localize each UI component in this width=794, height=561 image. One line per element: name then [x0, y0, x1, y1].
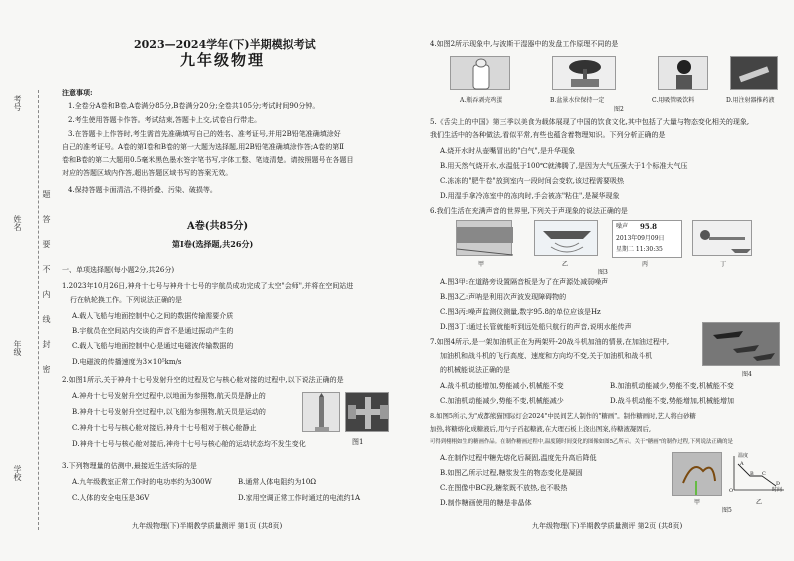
- figure-2-caption: 图2: [614, 106, 624, 113]
- seal-char: 封: [42, 340, 51, 348]
- graph-point-d: D: [776, 481, 781, 487]
- seal-char: 不: [42, 265, 51, 273]
- q6-option: B.图3乙:声呐是利用次声波发现障碍物的: [440, 293, 567, 301]
- seal-char: 题: [42, 190, 51, 198]
- q2-option: C.神舟十七号与核心舱对接后,神舟十七号相对于核心舱静止: [72, 424, 257, 432]
- sugar-painting-photo: [672, 452, 722, 496]
- q1-option: D.电磁波的传播速度为3×10⁵km/s: [72, 358, 182, 366]
- seal-char: 密: [42, 365, 51, 373]
- sonar-ship-diagram: [534, 220, 598, 256]
- egg-bottle-photo: [450, 56, 510, 90]
- q6-option: C.图3丙:噪声监测仪测量,数字95.8的单位应该是Hz: [440, 308, 601, 316]
- question-section-heading: 一、单项选择题(每小题2分,共26分): [62, 266, 175, 274]
- binding-strip: [0, 0, 60, 561]
- q7-option: A.战斗机动能增加,势能减小,机械能不变: [440, 382, 564, 390]
- cut-line: [38, 90, 39, 530]
- q4-option: A.瓶吞剥壳鸡蛋: [460, 97, 503, 104]
- figure-3-caption: 图3: [598, 269, 608, 276]
- rocket-photo: [302, 392, 340, 432]
- q1-option: A.载人飞船与地面控制中心之间的数据传输需要介质: [72, 312, 234, 320]
- monitor-noise-label: 噪声: [616, 223, 629, 230]
- page-footer-right: 九年级物理(下)半期教学质量测评 第2页 (共8页): [532, 522, 683, 530]
- q8-option: A.在制作过程中糖先熔化后凝固,温度先升高后降低: [440, 454, 597, 462]
- straw-drink-photo: [658, 56, 708, 90]
- seal-char: 答: [42, 215, 51, 223]
- docking-photo: [345, 392, 389, 432]
- fig5-label-jia: 甲: [694, 499, 701, 506]
- tube-listening-diagram: [692, 220, 752, 256]
- seal-char: 线: [42, 315, 51, 323]
- exam-title: 2023—2024学年(下)半期模拟考试: [134, 38, 316, 51]
- graph-point-c: C: [762, 471, 766, 477]
- q5-option: B.用天然气烧开水,水温低于100℃就沸腾了,是因为大气压强大于1个标准大气压: [440, 162, 688, 170]
- q8-option: B.如图乙所示过程,糖浆发生的物态变化是凝固: [440, 469, 583, 477]
- q3-stem: 3.下列物理量的估测中,最接近生活实际的是: [62, 462, 197, 470]
- figure-4-caption: 图4: [742, 371, 752, 378]
- q4-stem: 4.如图2所示现象中,与波斯干湿器中的发盘工作原理不同的是: [430, 40, 619, 48]
- bonsai-photo: [552, 56, 616, 90]
- q8-stem: 可得到栩栩如生的糖画作品。在制作糖画过程中,温度随时间变化的图像如图5乙所示。关于"糖画"的制作过程,下列说法正确的是: [430, 439, 733, 445]
- q4-option: B.盆景水位保持一定: [550, 97, 605, 104]
- graph-x-label: 时间: [772, 487, 783, 493]
- q6-stem: 6.我们生活在充满声音的世界里,下列关于声现象的说法正确的是: [430, 207, 628, 215]
- q7-stem: 的机械能说法正确的是: [440, 366, 510, 374]
- part-one-heading: 第Ⅰ卷(选择题,共26分): [172, 239, 254, 249]
- name-label: 姓名: [13, 215, 22, 231]
- q5-option: A.烧开水时从壶嘴冒出的"白气",是升华现象: [440, 147, 575, 155]
- subject-title: 九年级物理: [180, 51, 266, 69]
- monitor-value: 95.8: [640, 222, 658, 231]
- q6-option: D.图3丁:通过长管就能听到远处船只航行的声音,说明水能传声: [440, 323, 632, 331]
- figure-5-caption: 图5: [722, 507, 732, 514]
- fig3-label-bing: 丙: [642, 261, 649, 268]
- fig3-label-jia: 甲: [478, 261, 485, 268]
- figure-1-caption: 图1: [352, 438, 364, 446]
- fig3-label-yi: 乙: [562, 261, 569, 268]
- q2-stem: 2.如图1所示,关于神舟十七号发射升空的过程及它与核心舱对接的过程中,以下说法正确的是: [62, 376, 344, 384]
- page-footer-left: 九年级物理(下)半期教学质量测评 第1页 (共8页): [132, 522, 283, 530]
- q4-option: C.用吸管吸饮料: [652, 97, 695, 104]
- q3-option: C.人体的安全电压是36V: [72, 494, 150, 502]
- q2-option: B.神舟十七号发射升空过程中,以飞船为参照物,航天员是运动的: [72, 408, 266, 416]
- grade-label: 年级: [13, 340, 22, 356]
- notes-heading: 注意事项:: [62, 88, 93, 97]
- graph-y-label: 温度: [738, 453, 749, 459]
- q8-stem: 加热,将糖熔化成糖液后,用勺子舀起糖液,在大理石板上浇出图案,待糖液凝固后,: [430, 425, 652, 433]
- seal-char: 内: [42, 290, 51, 298]
- q1-stem: 行在轨轮换工作。下列说法正确的是: [70, 296, 182, 304]
- sound-barrier-photo: [456, 220, 512, 256]
- q2-option: D.神舟十七号与核心舱对接后,神舟十七号与核心舱的运动状态均不发生变化: [72, 440, 306, 448]
- school-label: 学校: [13, 465, 22, 481]
- fig3-label-ding: 丁: [720, 261, 727, 268]
- monitor-time: 星期二 11:30:35: [616, 246, 663, 253]
- graph-origin: O: [729, 488, 734, 494]
- refueling-aircraft-photo: [702, 322, 780, 366]
- q7-option: C.加油机动能减少,势能不变,机械能减少: [440, 397, 564, 405]
- q7-stem: 7.如图4所示,是一架加油机正在为两架歼-20战斗机加油的情景,在加油过程中,: [430, 338, 670, 346]
- q3-option: A.九年级教室正常工作时的电功率约为300W: [72, 478, 212, 486]
- q5-stem: 5.《舌尖上的中国》第三季以美食为载体展现了中国的饮食文化,其中包括了大量与物态变化相关的现象,: [430, 118, 750, 126]
- note-line: 3.在答题卡上作答时,考生需首先准确填写自己的姓名、准考证号,并用2B铅笔准确填涂好: [68, 130, 341, 138]
- q7-stem: 加油机和战斗机的飞行高度、速度和方向均不变,关于加油机和战斗机: [440, 352, 653, 360]
- graph-point-b: B: [750, 471, 754, 477]
- q2-option: A.神舟十七号发射升空过程中,以地面为参照物,航天员是静止的: [72, 392, 266, 400]
- q5-option: D.用湿手拿冷冻室中的冻肉时,手会被冻"粘住",是凝华现象: [440, 192, 620, 200]
- exam-number-label: 考号: [13, 95, 22, 111]
- section-a-heading: A卷(共85分): [187, 221, 249, 232]
- q7-option: D.战斗机动能不变,势能增加,机械能增加: [610, 397, 735, 405]
- q7-option: B.加油机动能减少,势能不变,机械能不变: [610, 382, 734, 390]
- q8-option: C.在图像中BC段,糖浆既不放热,也不吸热: [440, 484, 568, 492]
- q5-stem: 我们生活中的各种做法,看似平常,有些也蕴含着物理知识。下列分析正确的是: [430, 131, 666, 139]
- note-line: 自己的准考证号。A卷的第Ⅰ卷和B卷的第一大题为选择题,用2B铅笔准确填涂作答;A卷的第Ⅱ: [62, 143, 344, 151]
- q3-option: B.通常人体电阻约为10Ω: [238, 478, 317, 486]
- seal-char: 要: [42, 240, 51, 248]
- q6-option: A.图3甲:在道路旁设置隔音板是为了在声源处减弱噪声: [440, 278, 609, 286]
- q8-option: D.制作糖画使用的糖是非晶体: [440, 499, 532, 507]
- q1-option: B.宇航员在空间站内交谈的声音不是通过振动产生的: [72, 327, 234, 335]
- note-line: 2.考生使用答题卡作答。考试结束,答题卡上交,试卷自行带走。: [68, 116, 262, 124]
- note-line: 4.保持答题卡面清洁,不得折叠、污染、破损等。: [68, 186, 217, 194]
- q5-option: C.冻冻的"肥牛卷"放到室内一段时间会变软,该过程需要吸热: [440, 177, 624, 185]
- q8-stem: 8.如图5所示,为"成都熊猫国际灯会2024"中民间艺人制作的"糖画"。制作糖画时,艺人将白砂糖: [430, 412, 696, 420]
- fig5-label-yi: 乙: [756, 499, 763, 506]
- syringe-photo: [730, 56, 778, 90]
- q4-option: D.用注射器推药液: [726, 97, 775, 104]
- monitor-date: 2013年09月09日: [616, 235, 665, 242]
- graph-point-a: A: [740, 461, 744, 467]
- note-line: 卷和B卷的第二大题用0.5毫米黑色墨水签字笔书写,字体工整、笔迹清楚。请按照题号在各题目: [62, 156, 354, 164]
- q3-option: D.家用空调正常工作时通过的电流约1A: [238, 494, 361, 502]
- q1-stem: 1.2023年10月26日,神舟十七号与神舟十七号的宇航员成功完成了太空"会师",并将在空间站进: [62, 282, 354, 290]
- note-line: 1.全卷分A卷和B卷,A卷满分85分,B卷满分20分;全卷共105分;考试时间90分钟。: [68, 102, 320, 110]
- q1-option: C.载人飞船与地面控制中心是通过电磁波传输数据的: [72, 342, 234, 350]
- note-line: 对应的答题区域内作答,超出答题区域书写的答案无效。: [62, 169, 233, 177]
